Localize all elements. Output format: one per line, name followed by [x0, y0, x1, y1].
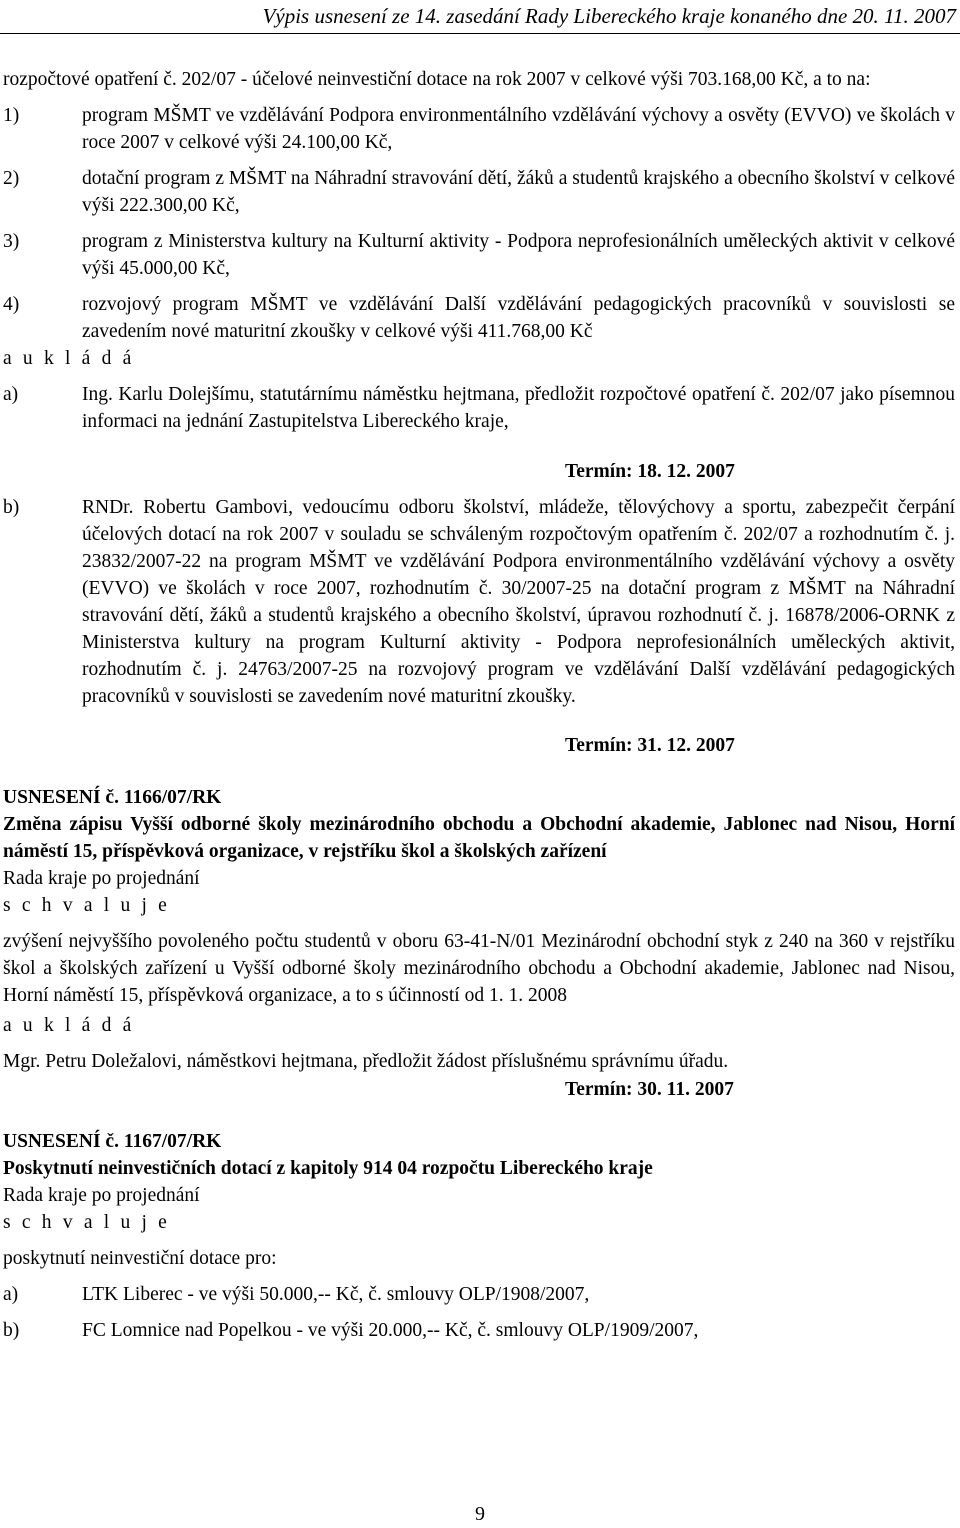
list-number: 2) — [3, 168, 20, 189]
uklada-item-b — [3, 494, 955, 710]
rada-text: Rada kraje po projednání — [3, 868, 200, 889]
intro-text: rozpočtové opatření č. 202/07 - účelové neinvestiční dotace na rok 2007 v celkové výši 703.168,00 Kč, a to na: — [3, 69, 871, 90]
list-text: RNDr. Robertu Gambovi, vedoucímu odboru školství, mládeže, tělovýchovy a sportu, zabezpečit čerpání účelových dotací na rok 2007 v souladu se schváleným rozpočtovým opatřením č. 202/07 a rozhodnutím č. j. 23832/2007-22 na program MŠMT ve vzdělávání Podpora environmentálního vzdělávání výchovy a osvěty (EVVO) ve školách v roce 2007, rozhodnutím č. 30/2007-25 na dotační program z MŠMT na Náhradní stravování dětí, žáků a studentů krajského a obecního školství, úpravou rozhodnutí č. j. 16878/2006-ORNK z Ministerstva kultury na program Kulturní aktivity - Podpora neprofesionálních uměleckých aktivit, rozhodnutím č. j. 24763/2007-25 na rozvojový program ve vzdělávání Další vzdělávání pedagogických pracovníků v souvislosti se zavedením nové maturitní zkoušky. — [82, 497, 955, 707]
schvaluje-label: s c h v a l u j e — [3, 895, 171, 916]
resolution-intro: poskytnutí neinvestiční dotace pro: — [3, 1248, 277, 1269]
list-number: a) — [3, 1284, 19, 1305]
header-rule — [0, 33, 960, 34]
list-number: 1) — [3, 105, 20, 126]
uklada-label: a u k l á d á — [3, 1015, 135, 1036]
resolution-task: Mgr. Petru Doležalovi, náměstkovi hejtmana, předložit žádost příslušnému správnímu úřadu. — [3, 1051, 729, 1072]
program-item-1 — [3, 102, 955, 156]
rada-text: Rada kraje po projednání — [3, 1185, 200, 1206]
list-number: 3) — [3, 231, 20, 252]
page-number: 9 — [475, 1503, 485, 1525]
grant-item-a — [3, 1281, 955, 1308]
list-text: program z Ministerstva kultury na Kulturní aktivity - Podpora neprofesionálních uměleckých aktivit v celkové výši 45.000,00 Kč, — [82, 231, 955, 279]
list-number: b) — [3, 497, 20, 518]
resolution-body: zvýšení nejvyššího povoleného počtu studentů v oboru 63-41-N/01 Mezinárodní obchodní styk z 240 na 360 v rejstříku škol a školských zařízení u Vyšší odborné školy mezinárodního obchodu a Obchodní akademie, Jablonec nad Nisou, Horní náměstí 15, příspěvková organizace, a to s účinností od 1. 1. 2008 — [3, 931, 955, 1006]
deadline: Termín: 30. 11. 2007 — [565, 1079, 734, 1100]
schvaluje-label: s c h v a l u j e — [3, 1212, 171, 1233]
list-text: dotační program z MŠMT na Náhradní stravování dětí, žáků a studentů krajského a obecního školství v celkové výši 222.300,00 Kč, — [82, 168, 955, 216]
list-number: 4) — [3, 294, 20, 315]
deadline: Termín: 31. 12. 2007 — [565, 735, 735, 756]
list-text: Ing. Karlu Dolejšímu, statutárnímu náměstku hejtmana, předložit rozpočtové opatření č. 202/07 jako písemnou informaci na jednání Zastupitelstva Libereckého kraje, — [82, 384, 955, 432]
resolution-heading: USNESENÍ č. 1167/07/RK — [3, 1131, 222, 1152]
program-item-3 — [3, 228, 955, 282]
resolution-heading: USNESENÍ č. 1166/07/RK — [3, 787, 222, 808]
list-number: b) — [3, 1320, 20, 1341]
program-item-4 — [3, 291, 955, 345]
list-text: rozvojový program MŠMT ve vzdělávání Další vzdělávání pedagogických pracovníků v souvislosti se zavedením nové maturitní zkoušky v celkové výši 411.768,00 Kč — [82, 294, 955, 342]
list-text: LTK Liberec - ve výši 50.000,-- Kč, č. smlouvy OLP/1908/2007, — [82, 1284, 590, 1305]
list-text: program MŠMT ve vzdělávání Podpora environmentálního vzdělávání výchovy a osvěty (EVVO) ve školách v roce 2007 v celkové výši 24.100,00 Kč, — [82, 105, 955, 153]
grant-item-b — [3, 1317, 955, 1344]
program-item-2 — [3, 165, 955, 219]
deadline: Termín: 18. 12. 2007 — [565, 461, 735, 482]
page-header: Výpis usnesení ze 14. zasedání Rady Libereckého kraje konaného dne 20. 11. 2007 — [262, 4, 956, 28]
resolution-title: Změna zápisu Vyšší odborné školy mezinárodního obchodu a Obchodní akademie, Jablonec nad Nisou, Horní náměstí 15, příspěvková organizace, v rejstříku škol a školských zařízení — [3, 814, 955, 862]
list-number: a) — [3, 384, 19, 405]
page-content — [3, 66, 955, 1344]
uklada-item-a — [3, 381, 955, 435]
uklada-label: a u k l á d á — [3, 348, 135, 369]
resolution-title: Poskytnutí neinvestičních dotací z kapitoly 914 04 rozpočtu Libereckého kraje — [3, 1158, 653, 1179]
list-text: FC Lomnice nad Popelkou - ve výši 20.000,-- Kč, č. smlouvy OLP/1909/2007, — [82, 1320, 699, 1341]
